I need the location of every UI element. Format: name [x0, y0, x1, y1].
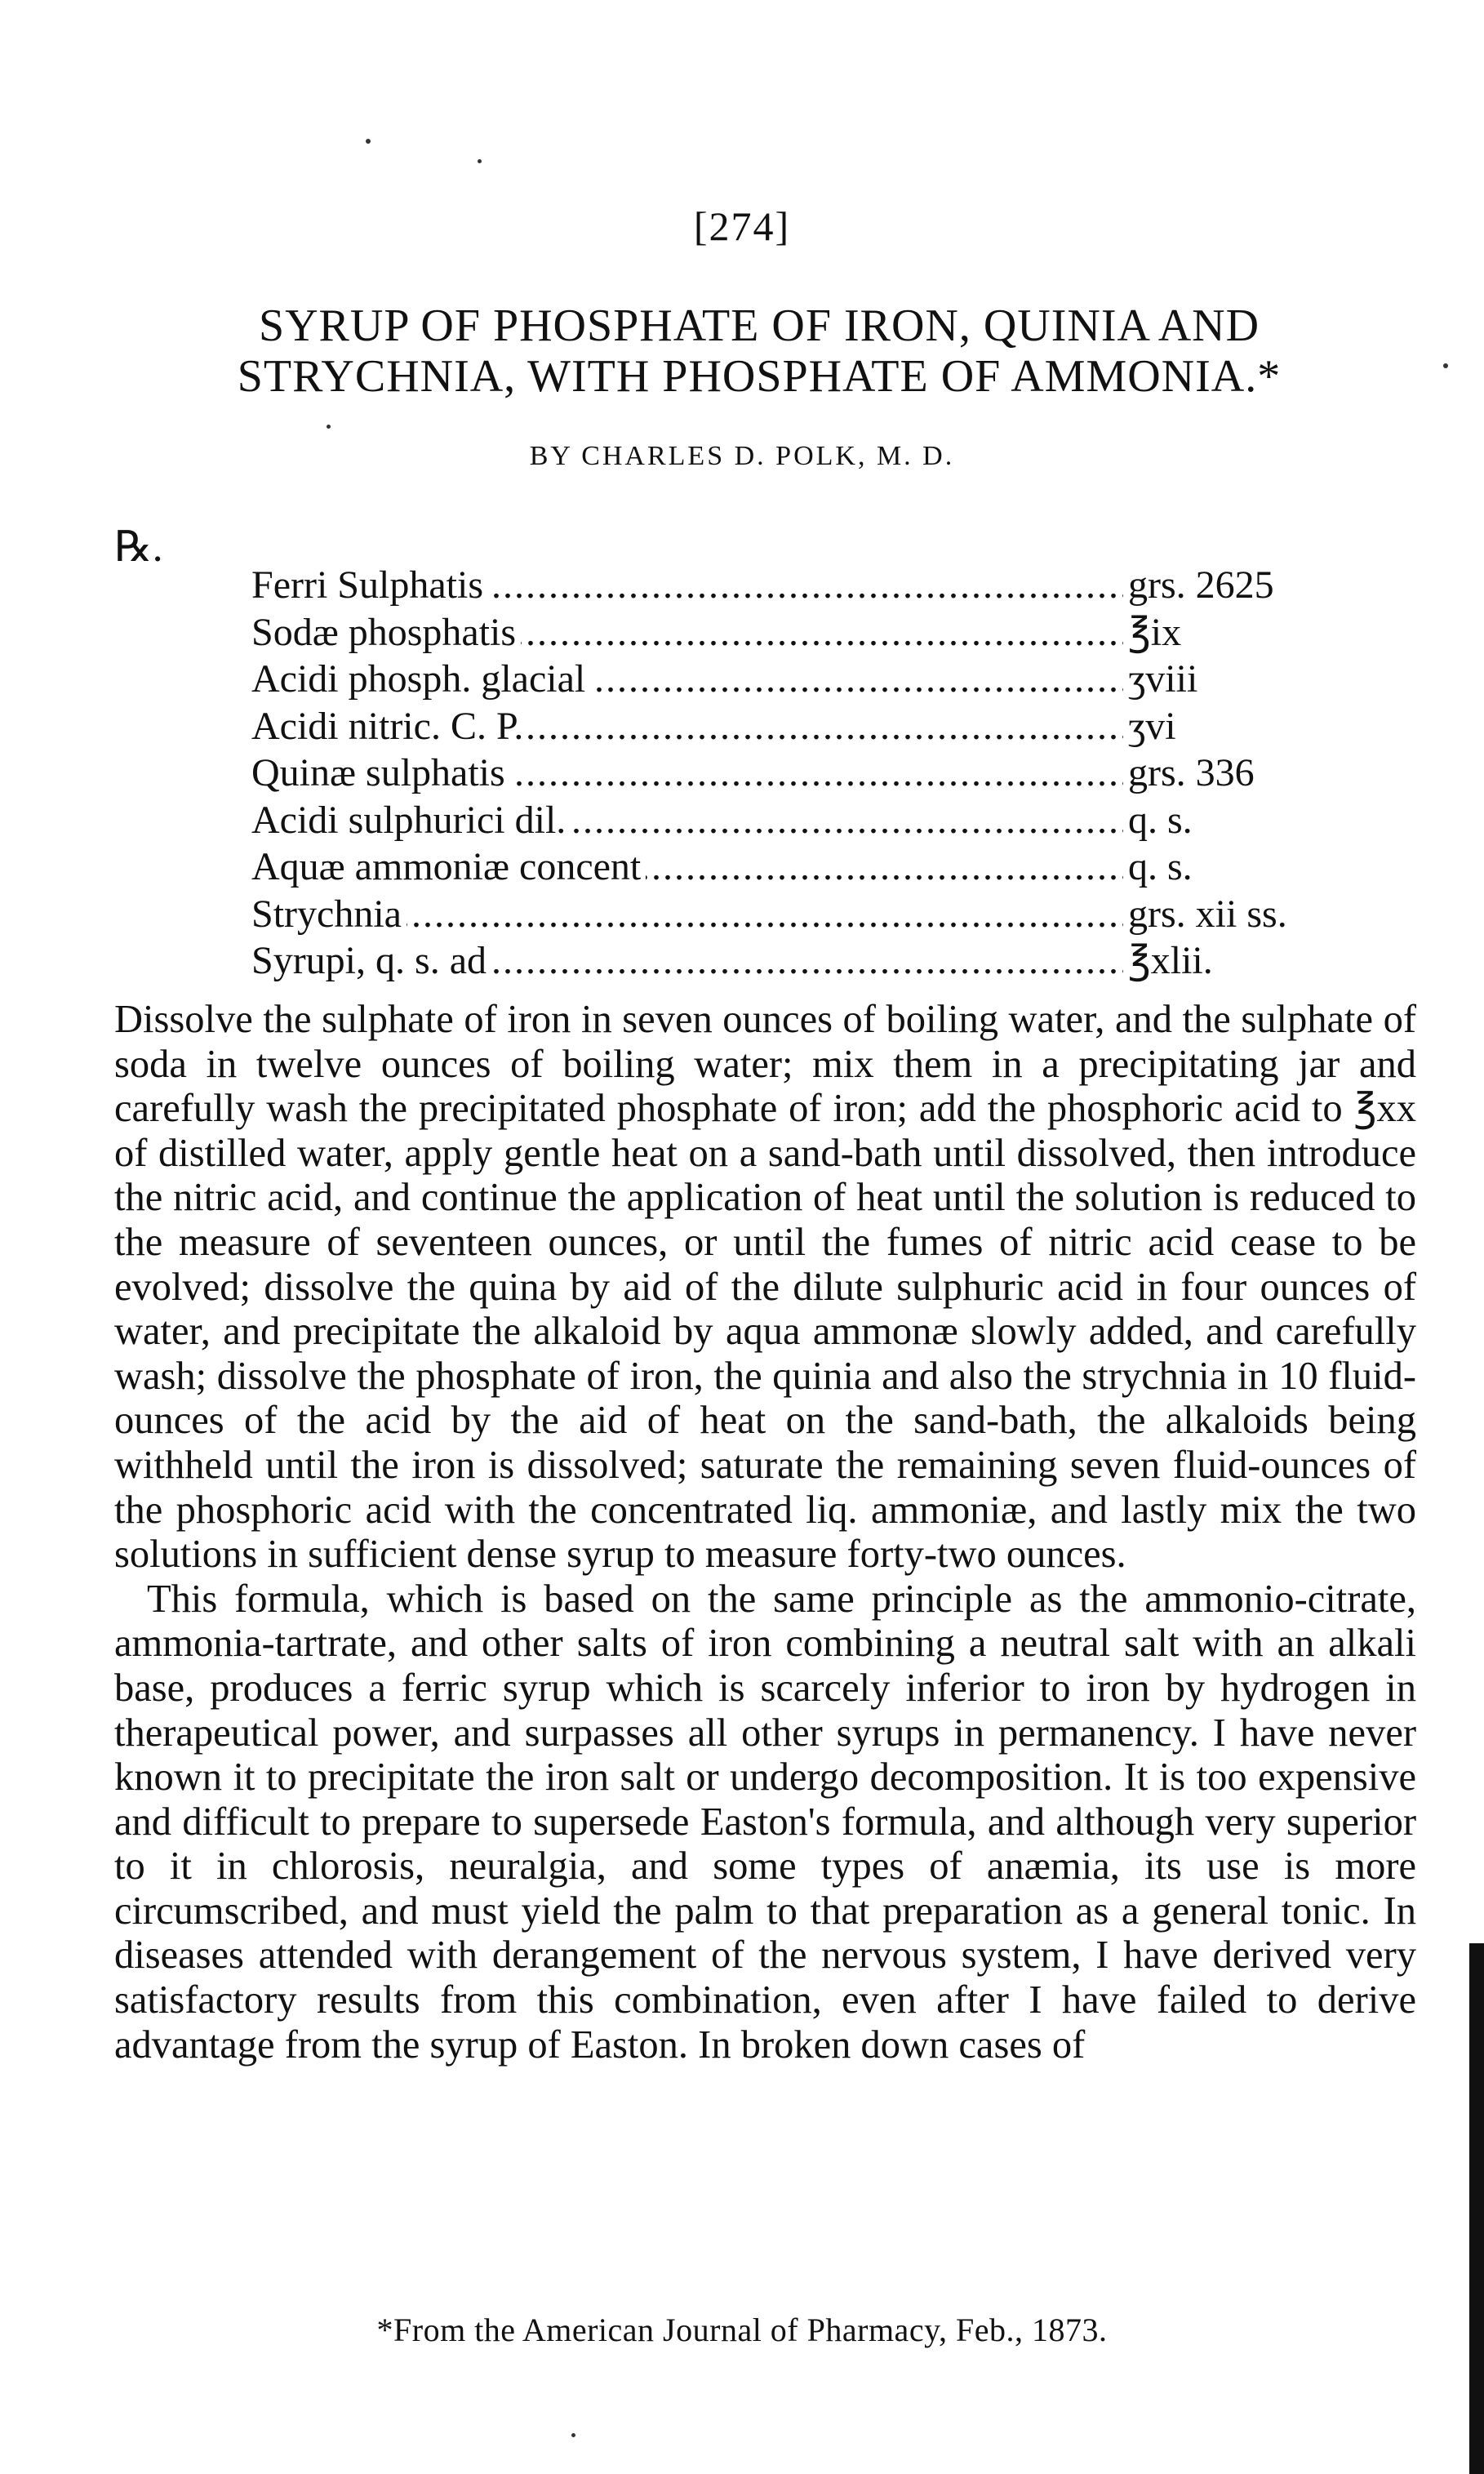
- formula-ingredient: Quinæ sulphatis: [251, 750, 510, 797]
- print-speck: [366, 139, 371, 144]
- formula-quantity: ℥ix: [1123, 609, 1181, 656]
- print-speck: [1443, 363, 1448, 368]
- page-number: [274]: [693, 203, 791, 249]
- formula-ingredient: Sodæ phosphatis: [251, 609, 521, 656]
- formula-row: [251, 891, 1394, 938]
- formula-quantity: ℥xlii.: [1123, 937, 1213, 985]
- formula-ingredient: Ferri Sulphatis: [251, 562, 488, 609]
- formula-row: [251, 562, 1394, 609]
- print-speck: [478, 159, 482, 163]
- formula-ingredient: Aquæ ammoniæ concent: [251, 843, 646, 891]
- formula-quantity: grs. 2625: [1123, 562, 1274, 609]
- formula-quantity: ʒviii: [1123, 656, 1197, 703]
- formula-ingredient: Syrupi, q. s. ad: [251, 937, 491, 985]
- formula-row: [251, 750, 1394, 797]
- formula-ingredient: Acidi nitric. C. P.: [251, 703, 528, 750]
- footnote: *From the American Journal of Pharmacy, Feb., 1873.: [376, 2312, 1108, 2348]
- formula-quantity: grs. 336: [1123, 750, 1255, 797]
- formula-quantity: ʒvi: [1123, 703, 1176, 750]
- rx-symbol: ℞.: [114, 524, 163, 571]
- print-speck: [571, 2433, 575, 2437]
- body-paragraph: This formula, which is based on the same principle as the ammonio-citrate, ammonia-tartrate, and other salts of iron combining a neutral salt with an alkali base, produces a ferric syrup which is scarcely inferior to iron by hydrogen in therapeutical power, and surpasses all other syrups in permanency. I have never known it to precipitate the iron salt or undergo decomposition. It is too expensive and difficult to prepare to supersede Easton's formula, and although very superior to it in chlorosis, neuralgia, and some types of anæmia, its use is more circumscribed, and must yield the palm to that preparation as a general tonic. In diseases attended with derangement of the nervous system, I have derived very satisfactory results from this combination, even after I have failed to derive advantage from the syrup of Easton. In broken down cases of: [114, 1577, 1416, 2067]
- formula-ingredient: Acidi phosph. glacial: [251, 656, 590, 703]
- formula-ingredient: Acidi sulphurici dil.: [251, 797, 571, 844]
- formula-row: [251, 703, 1394, 750]
- formula-row: [251, 937, 1394, 985]
- body-paragraph: Dissolve the sulphate of iron in seven ounces of boiling water, and the sulphate of soda in twelve ounces of boiling water; mix them in a precipitating jar and carefully wash the precipitated phosphate of iron; add the phosphoric acid to ℥xx of distilled water, apply gentle heat on a sand-bath until dissolved, then introduce the nitric acid, and continue the application of heat until the solution is reduced to the measure of seventeen ounces, or until the fumes of nitric acid cease to be evolved; dissolve the quina by aid of the dilute sulphuric acid in four ounces of water, and precipitate the alkaloid by aqua ammonæ slowly added, and carefully wash; dissolve the phosphate of iron, the quinia and also the strychnia in 10 fluid-ounces of the acid by the aid of heat on the sand-bath, the alkaloids being withheld until the iron is dissolved; saturate the remaining seven fluid-ounces of the phosphoric acid with the concentrated liq. ammoniæ, and lastly mix the two solutions in sufficient dense syrup to measure forty-two ounces.: [114, 998, 1416, 1577]
- formula-row: [251, 843, 1394, 891]
- article-body: [114, 998, 1416, 2067]
- formula-list: [251, 562, 1394, 985]
- formula-row: [251, 609, 1394, 656]
- print-speck: [327, 425, 331, 429]
- article-title: SYRUP OF PHOSPHATE OF IRON, QUINIA AND STRYCHNIA, WITH PHOSPHATE OF AMMONIA.*: [237, 300, 1282, 402]
- formula-ingredient: Strychnia: [251, 891, 407, 938]
- formula-quantity: grs. xii ss.: [1123, 891, 1287, 938]
- formula-quantity: q. s.: [1123, 843, 1193, 891]
- article-byline: BY CHARLES D. POLK, M. D.: [529, 441, 955, 471]
- formula-quantity: q. s.: [1123, 797, 1193, 844]
- formula-row: [251, 656, 1394, 703]
- formula-row: [251, 797, 1394, 844]
- scan-margin-shadow: [1469, 1943, 1484, 2474]
